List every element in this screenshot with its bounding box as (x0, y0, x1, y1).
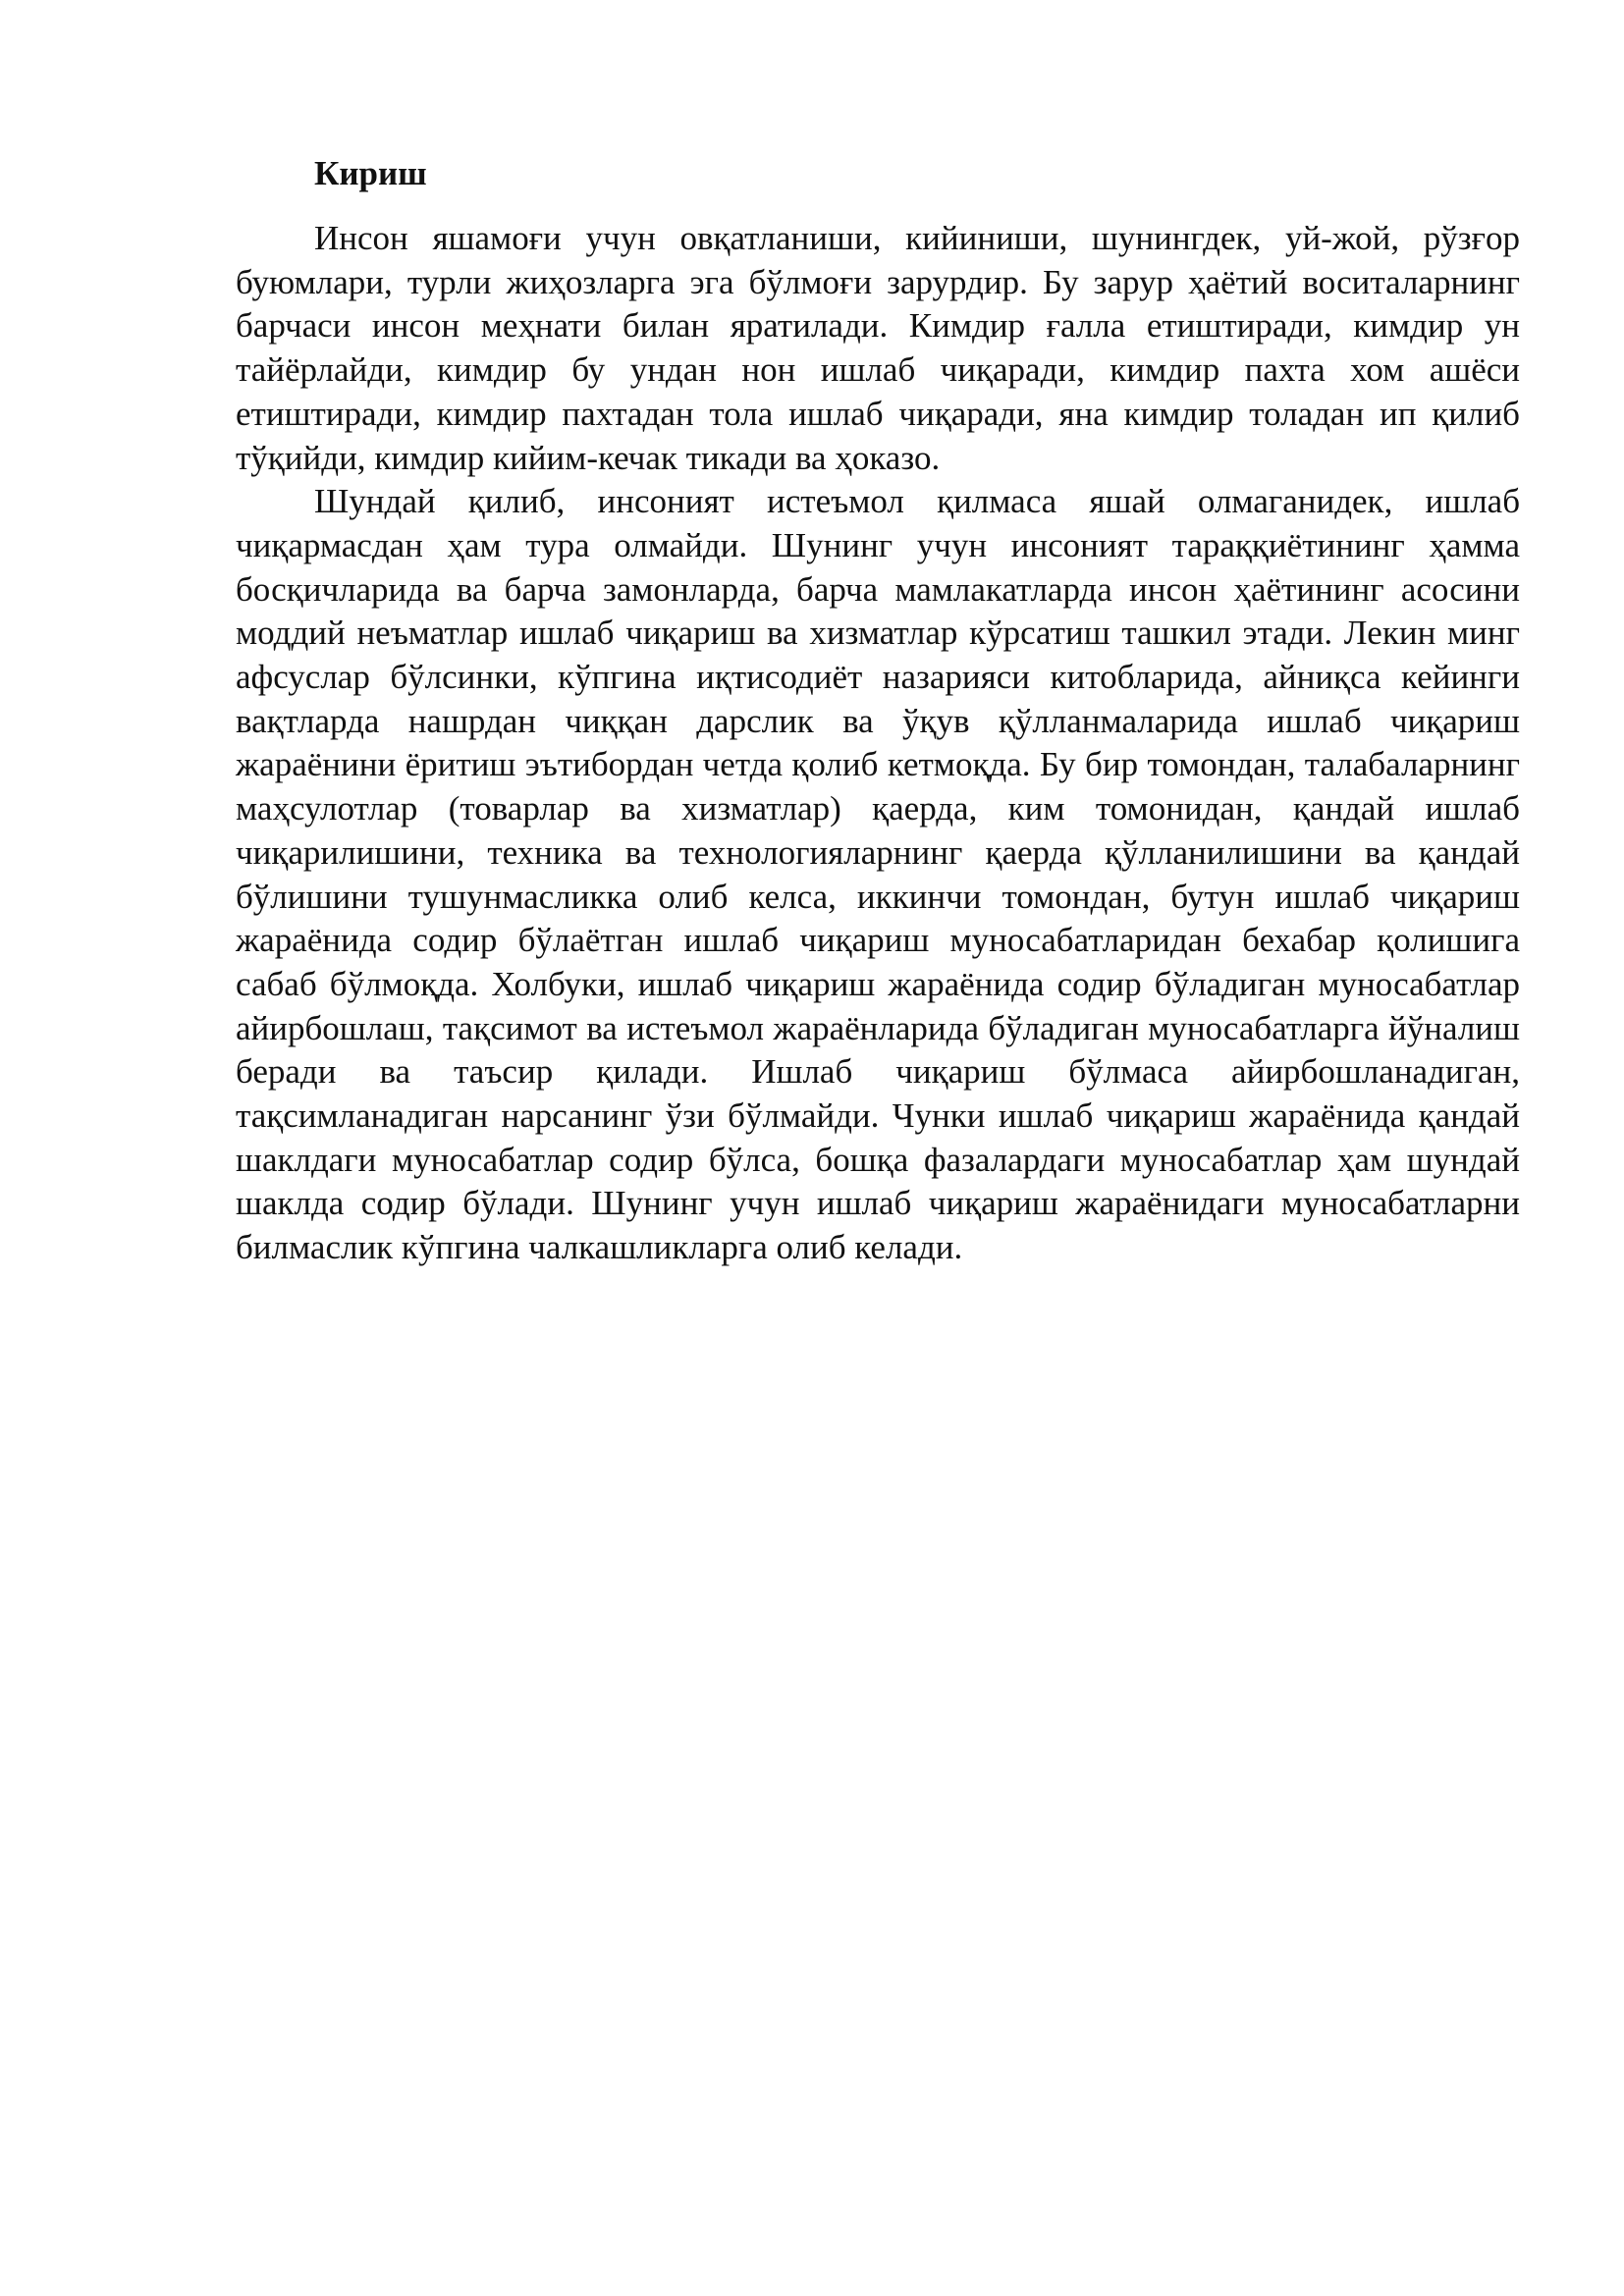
document-body (236, 152, 1520, 1270)
section-heading: Кириш (314, 154, 427, 192)
paragraph-2: Шундай қилиб, инсоният истеъмол қилмаса яшай олмаганидек, ишлаб чиқармасдан ҳам тура олмайди. Шунинг учун инсоният тараққиётининг ҳамма босқичларида ва барча замонларда, барча мамлакатларда инсон ҳаётининг асосини моддий неъматлар ишлаб чиқариш ва хизматлар кўрсатиш ташкил этади. Лекин минг афсуслар бўлсинки, кўпгина иқтисодиёт назарияси китобларида, айниқса кейинги вақтларда нашрдан чиққан дарслик ва ўқув қўлланмаларида ишлаб чиқариш жараёнини ёритиш эътибордан четда қолиб кетмоқда. Бу бир томондан, талабаларнинг маҳсулотлар (товарлар ва хизматлар) қаерда, ким томонидан, қандай ишлаб чиқарилишини, техника ва технологияларнинг қаерда қўлланилишини ва қандай бўлишини тушунмасликка олиб келса, иккинчи томондан, бутун ишлаб чиқариш жараёнида содир бўлаётган ишлаб чиқариш муносабатларидан бехабар қолишига сабаб бўлмоқда. Холбуки, ишлаб чиқариш жараёнида содир бўладиган муносабатлар айирбошлаш, тақсимот ва истеъмол жараёнларида бўладиган муносабатларга йўналиш беради ва таъсир қилади. Ишлаб чиқариш бўлмаса айирбошланадиган, тақсимланадиган нарсанинг ўзи бўлмайди. Чунки ишлаб чиқариш жараёнида қандай шаклдаги муносабатлар содир бўлса, бошқа фазалардаги муносабатлар ҳам шундай шаклда содир бўлади. Шунинг учун ишлаб чиқариш жараёнидаги муносабатларни билмаслик кўпгина чалкашликларга олиб келади. (236, 482, 1520, 1267)
paragraph-1: Инсон яшамоғи учун овқатланиши, кийиниши, шунингдек, уй-жой, рўзғор буюмлари, турли жиҳозларга эга бўлмоғи зарурдир. Бу зарур ҳаётий воситаларнинг барчаси инсон меҳнати билан яратилади. Кимдир ғалла етиштиради, кимдир ун тайёрлайди, кимдир бу ундан нон ишлаб чиқаради, кимдир пахта хом ашёси етиштиради, кимдир пахтадан тола ишлаб чиқаради, яна кимдир толадан ип қилиб тўқийди, кимдир кийим-кечак тикади ва ҳоказо. (236, 219, 1520, 477)
